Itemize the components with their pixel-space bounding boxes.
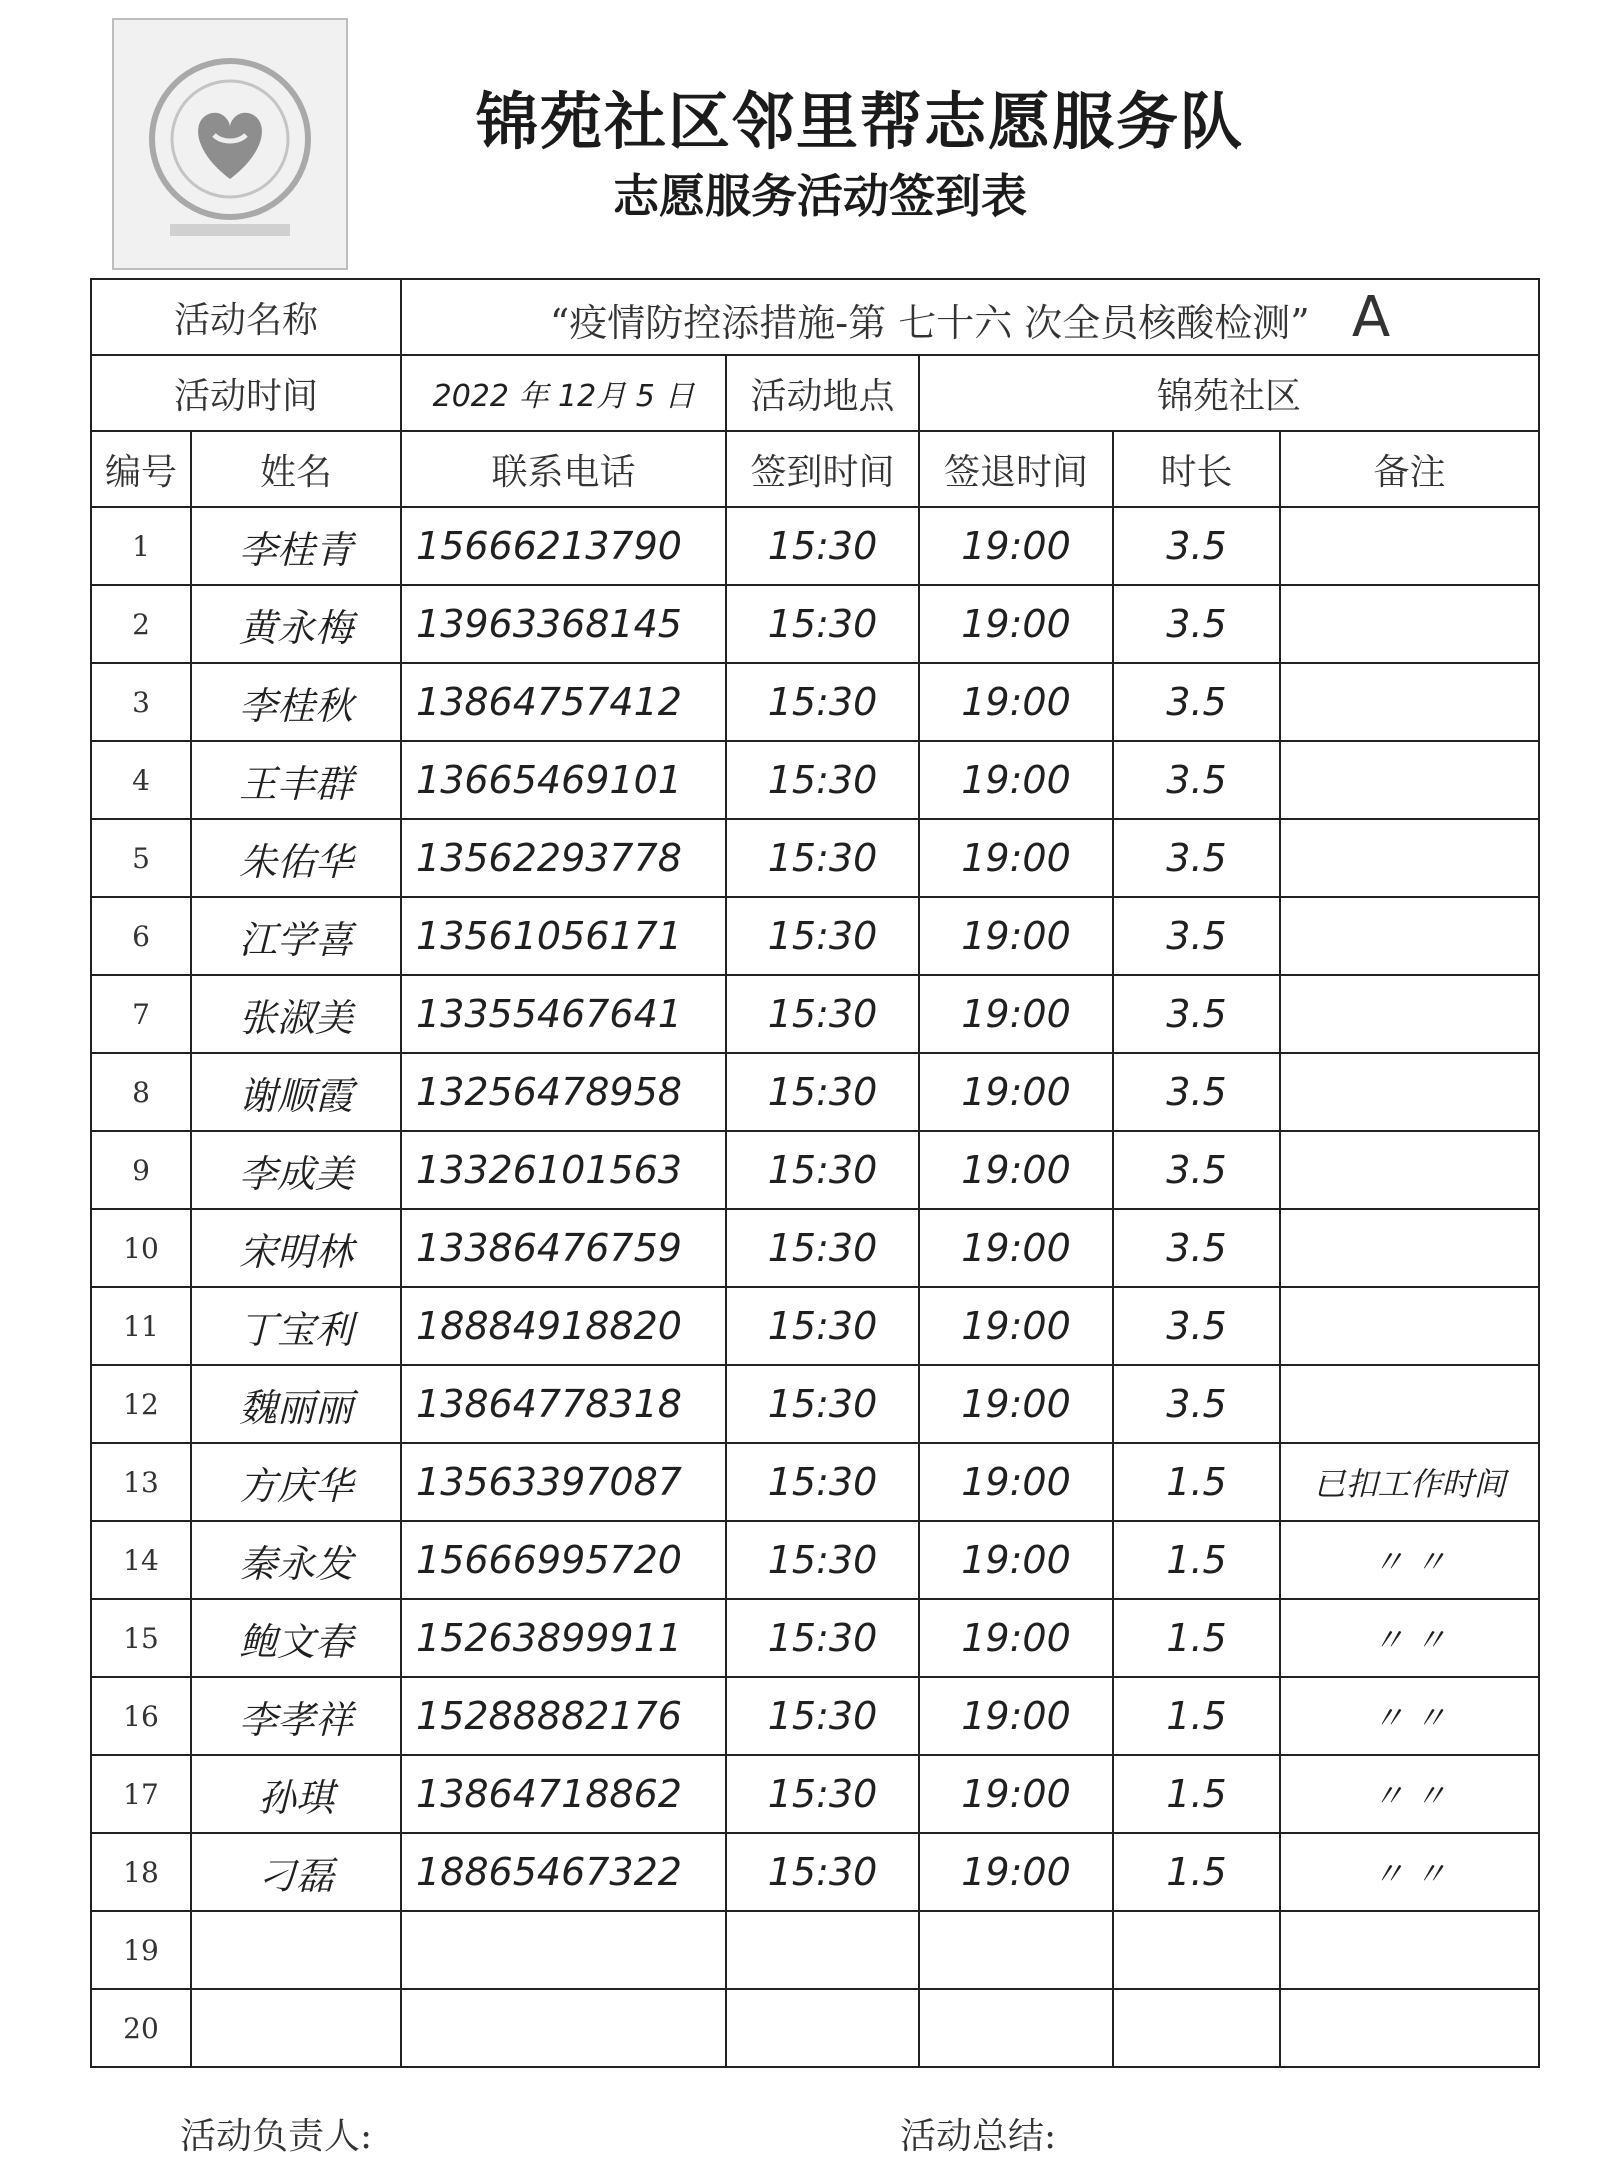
volunteer-name: 魏丽丽 xyxy=(191,1365,401,1443)
table-row xyxy=(91,1053,1539,1131)
sign-out-time xyxy=(919,1989,1113,2067)
sign-in-time: 15:30 xyxy=(726,1365,919,1443)
sign-out-time xyxy=(919,1911,1113,1989)
table-row xyxy=(91,897,1539,975)
table-row xyxy=(91,1443,1539,1521)
sign-out-time: 19:00 xyxy=(919,1443,1113,1521)
sign-in-time: 15:30 xyxy=(726,1443,919,1521)
table-row xyxy=(91,1287,1539,1365)
duration-hours: 1.5 xyxy=(1113,1599,1280,1677)
sign-in-time: 15:30 xyxy=(726,1287,919,1365)
volunteer-name: 宋明林 xyxy=(191,1209,401,1287)
sign-out-time: 19:00 xyxy=(919,897,1113,975)
sign-out-time: 19:00 xyxy=(919,741,1113,819)
duration-hours: 3.5 xyxy=(1113,663,1280,741)
duration-hours: 3.5 xyxy=(1113,1053,1280,1131)
phone-number: 18865467322 xyxy=(401,1833,726,1911)
phone-number: 13326101563 xyxy=(401,1131,726,1209)
sign-out-time: 19:00 xyxy=(919,1833,1113,1911)
sign-out-time: 19:00 xyxy=(919,975,1113,1053)
leader-label: 活动负责人: xyxy=(180,2116,373,2157)
column-header-sign-in: 签到时间 xyxy=(726,431,919,507)
row-number: 6 xyxy=(91,897,191,975)
activity-time-row xyxy=(91,355,1539,431)
remark xyxy=(1280,1287,1539,1365)
activity-name-label: 活动名称 xyxy=(91,279,401,355)
sign-out-time: 19:00 xyxy=(919,1755,1113,1833)
table-row xyxy=(91,1833,1539,1911)
row-number: 20 xyxy=(91,1989,191,2067)
phone-number: 13562293778 xyxy=(401,819,726,897)
duration-hours: 3.5 xyxy=(1113,507,1280,585)
sign-in-time xyxy=(726,1911,919,1989)
activity-time-value: 2022 年 12月 5 日 xyxy=(401,355,726,431)
table-row xyxy=(91,1599,1539,1677)
phone-number: 13386476759 xyxy=(401,1209,726,1287)
column-header-name: 姓名 xyxy=(191,431,401,507)
column-header-note: 备注 xyxy=(1280,431,1539,507)
volunteer-name: 张淑美 xyxy=(191,975,401,1053)
activity-place-label: 活动地点 xyxy=(726,355,919,431)
sign-out-time: 19:00 xyxy=(919,1209,1113,1287)
volunteer-name: 黄永梅 xyxy=(191,585,401,663)
volunteer-name: 秦永发 xyxy=(191,1521,401,1599)
sign-out-time: 19:00 xyxy=(919,1287,1113,1365)
table-row xyxy=(91,1911,1539,1989)
phone-number: 13963368145 xyxy=(401,585,726,663)
sign-out-time: 19:00 xyxy=(919,1053,1113,1131)
column-header-sign-out: 签退时间 xyxy=(919,431,1113,507)
volunteer-name xyxy=(191,1911,401,1989)
phone-number: 18884918820 xyxy=(401,1287,726,1365)
sign-in-time: 15:30 xyxy=(726,1053,919,1131)
sign-in-time: 15:30 xyxy=(726,1521,919,1599)
phone-number xyxy=(401,1911,726,1989)
volunteer-name: 刁磊 xyxy=(191,1833,401,1911)
duration-hours: 3.5 xyxy=(1113,897,1280,975)
duration-hours: 3.5 xyxy=(1113,585,1280,663)
row-number: 3 xyxy=(91,663,191,741)
table-row xyxy=(91,507,1539,585)
sign-in-time: 15:30 xyxy=(726,1209,919,1287)
phone-number: 13665469101 xyxy=(401,741,726,819)
activity-mark: A xyxy=(1351,284,1391,350)
remark xyxy=(1280,1209,1539,1287)
duration-hours: 3.5 xyxy=(1113,819,1280,897)
remark xyxy=(1280,1911,1539,1989)
table-row xyxy=(91,1755,1539,1833)
sign-in-time: 15:30 xyxy=(726,1677,919,1755)
remark xyxy=(1280,897,1539,975)
phone-number: 15288882176 xyxy=(401,1677,726,1755)
phone-number: 13561056171 xyxy=(401,897,726,975)
volunteer-name: 朱佑华 xyxy=(191,819,401,897)
row-number: 8 xyxy=(91,1053,191,1131)
page-title: 锦苑社区邻里帮志愿服务队 xyxy=(475,85,1244,158)
row-number: 2 xyxy=(91,585,191,663)
row-number: 12 xyxy=(91,1365,191,1443)
duration-hours: 3.5 xyxy=(1113,1287,1280,1365)
remark: 〃 〃 xyxy=(1280,1755,1539,1833)
table-row xyxy=(91,1131,1539,1209)
table-row xyxy=(91,975,1539,1053)
volunteer-name: 李孝祥 xyxy=(191,1677,401,1755)
table-row xyxy=(91,663,1539,741)
activity-time-label: 活动时间 xyxy=(91,355,401,431)
sign-out-time: 19:00 xyxy=(919,507,1113,585)
table-row xyxy=(91,1365,1539,1443)
remark: 〃 〃 xyxy=(1280,1521,1539,1599)
table-row xyxy=(91,819,1539,897)
column-header-row xyxy=(91,431,1539,507)
sign-out-time: 19:00 xyxy=(919,1677,1113,1755)
remark xyxy=(1280,819,1539,897)
sign-in-time: 15:30 xyxy=(726,975,919,1053)
remark: 〃 〃 xyxy=(1280,1677,1539,1755)
phone-number: 13864718862 xyxy=(401,1755,726,1833)
duration-hours: 1.5 xyxy=(1113,1443,1280,1521)
remark xyxy=(1280,507,1539,585)
sign-out-time: 19:00 xyxy=(919,1521,1113,1599)
duration-hours: 1.5 xyxy=(1113,1833,1280,1911)
sign-in-time: 15:30 xyxy=(726,1755,919,1833)
row-number: 18 xyxy=(91,1833,191,1911)
row-number: 9 xyxy=(91,1131,191,1209)
sign-in-time: 15:30 xyxy=(726,1833,919,1911)
duration-hours: 3.5 xyxy=(1113,741,1280,819)
remark xyxy=(1280,975,1539,1053)
sign-in-time xyxy=(726,1989,919,2067)
table-row xyxy=(91,1989,1539,2067)
remark: 〃 〃 xyxy=(1280,1833,1539,1911)
remark xyxy=(1280,741,1539,819)
phone-number: 13864757412 xyxy=(401,663,726,741)
column-header-hours: 时长 xyxy=(1113,431,1280,507)
volunteer-name: 江学喜 xyxy=(191,897,401,975)
page-subtitle: 志愿服务活动签到表 xyxy=(613,169,1027,223)
row-number: 17 xyxy=(91,1755,191,1833)
table-row xyxy=(91,585,1539,663)
row-number: 13 xyxy=(91,1443,191,1521)
volunteer-name: 李成美 xyxy=(191,1131,401,1209)
remark xyxy=(1280,1989,1539,2067)
phone-number: 13864778318 xyxy=(401,1365,726,1443)
row-number: 11 xyxy=(91,1287,191,1365)
sign-in-time: 15:30 xyxy=(726,819,919,897)
table-row xyxy=(91,741,1539,819)
duration-hours: 1.5 xyxy=(1113,1755,1280,1833)
sign-in-time: 15:30 xyxy=(726,585,919,663)
volunteer-name: 谢顺霞 xyxy=(191,1053,401,1131)
table-row xyxy=(91,1209,1539,1287)
duration-hours: 1.5 xyxy=(1113,1521,1280,1599)
duration-hours: 3.5 xyxy=(1113,1209,1280,1287)
phone-number: 13355467641 xyxy=(401,975,726,1053)
activity-name-cell xyxy=(401,279,1539,355)
table-row xyxy=(91,1521,1539,1599)
row-number: 1 xyxy=(91,507,191,585)
row-number: 4 xyxy=(91,741,191,819)
sign-out-time: 19:00 xyxy=(919,1131,1113,1209)
sign-in-time: 15:30 xyxy=(726,897,919,975)
phone-number: 13563397087 xyxy=(401,1443,726,1521)
phone-number: 15666213790 xyxy=(401,507,726,585)
phone-number: 15263899911 xyxy=(401,1599,726,1677)
sign-in-time: 15:30 xyxy=(726,507,919,585)
row-number: 7 xyxy=(91,975,191,1053)
duration-hours: 1.5 xyxy=(1113,1677,1280,1755)
volunteer-name: 鲍文春 xyxy=(191,1599,401,1677)
sign-out-time: 19:00 xyxy=(919,819,1113,897)
volunteer-name xyxy=(191,1989,401,2067)
sign-in-time: 15:30 xyxy=(726,741,919,819)
volunteer-name: 方庆华 xyxy=(191,1443,401,1521)
remark xyxy=(1280,1365,1539,1443)
remark: 已扣工作时间 xyxy=(1280,1443,1539,1521)
summary-label: 活动总结: xyxy=(900,2116,1057,2157)
remark xyxy=(1280,1131,1539,1209)
table-row xyxy=(91,1677,1539,1755)
duration-hours: 3.5 xyxy=(1113,1365,1280,1443)
activity-place-value: 锦苑社区 xyxy=(919,355,1539,431)
row-number: 14 xyxy=(91,1521,191,1599)
activity-name-value: “疫情防控添措施-第 七十六 次全员核酸检测” xyxy=(549,300,1310,345)
sign-out-time: 19:00 xyxy=(919,663,1113,741)
row-number: 5 xyxy=(91,819,191,897)
sign-in-time: 15:30 xyxy=(726,1131,919,1209)
sign-out-time: 19:00 xyxy=(919,585,1113,663)
sign-out-time: 19:00 xyxy=(919,1599,1113,1677)
activity-name-row xyxy=(91,279,1539,355)
duration-hours xyxy=(1113,1989,1280,2067)
volunteer-name: 李桂青 xyxy=(191,507,401,585)
volunteer-name: 丁宝利 xyxy=(191,1287,401,1365)
phone-number xyxy=(401,1989,726,2067)
duration-hours: 3.5 xyxy=(1113,1131,1280,1209)
remark: 〃 〃 xyxy=(1280,1599,1539,1677)
volunteer-name: 孙琪 xyxy=(191,1755,401,1833)
sign-in-time: 15:30 xyxy=(726,1599,919,1677)
volunteer-name: 王丰群 xyxy=(191,741,401,819)
phone-number: 15666995720 xyxy=(401,1521,726,1599)
phone-number: 13256478958 xyxy=(401,1053,726,1131)
remark xyxy=(1280,585,1539,663)
sign-out-time: 19:00 xyxy=(919,1365,1113,1443)
row-number: 15 xyxy=(91,1599,191,1677)
column-header-phone: 联系电话 xyxy=(401,431,726,507)
duration-hours: 3.5 xyxy=(1113,975,1280,1053)
sign-in-table xyxy=(90,278,1540,2068)
row-number: 16 xyxy=(91,1677,191,1755)
row-number: 10 xyxy=(91,1209,191,1287)
row-number: 19 xyxy=(91,1911,191,1989)
column-header-no: 编号 xyxy=(91,431,191,507)
remark xyxy=(1280,663,1539,741)
duration-hours xyxy=(1113,1911,1280,1989)
volunteer-name: 李桂秋 xyxy=(191,663,401,741)
remark xyxy=(1280,1053,1539,1131)
sign-in-time: 15:30 xyxy=(726,663,919,741)
